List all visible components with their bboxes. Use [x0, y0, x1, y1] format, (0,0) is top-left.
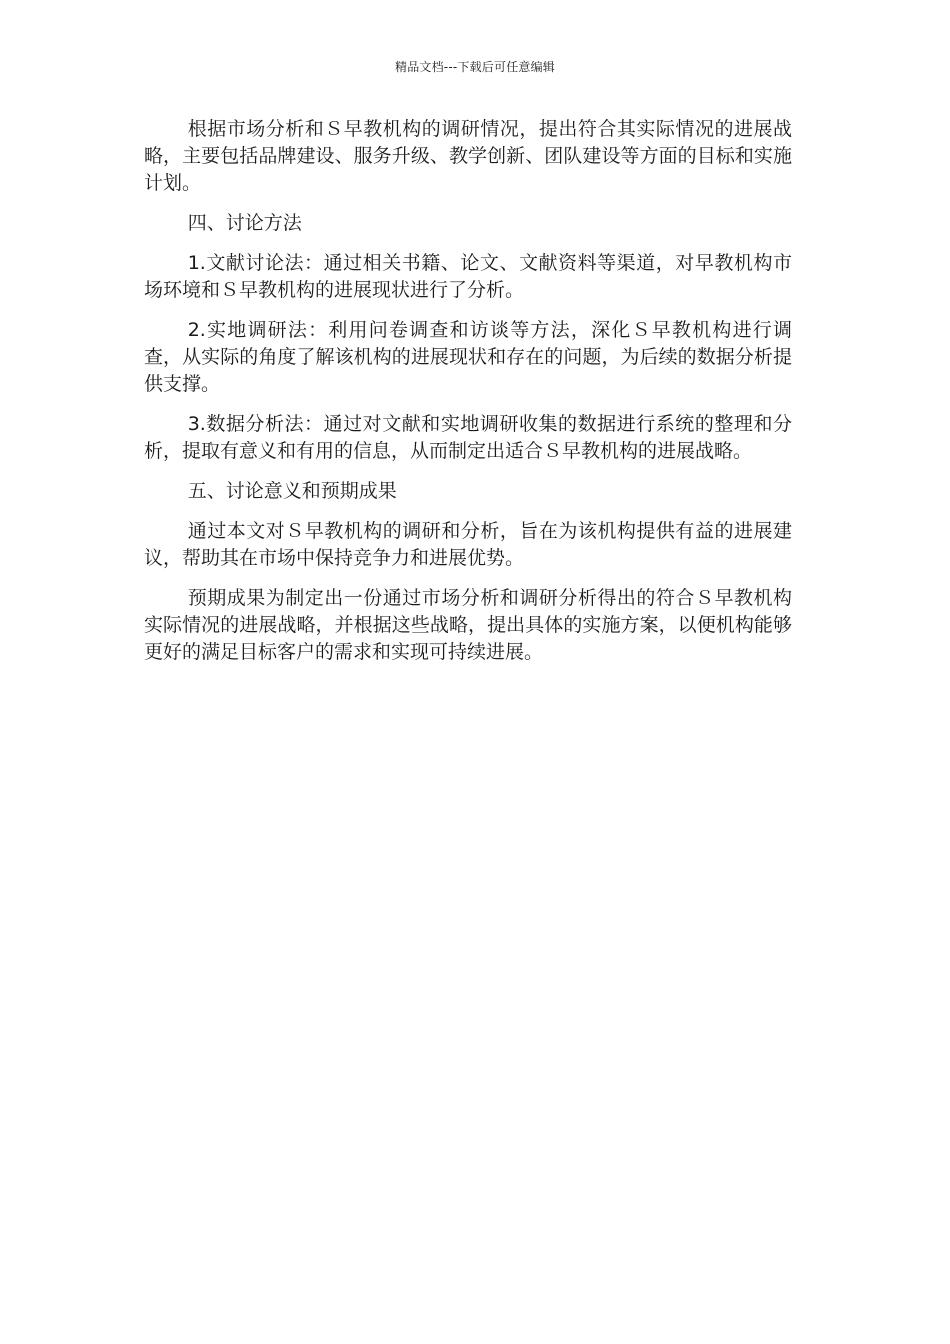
- section-heading-methods: 四、讨论方法: [187, 212, 302, 234]
- list-item-field-research-method: 2.实地调研法：利用问卷调查和访谈等方法，深化Ｓ早教机构进行调查，从实际的角度了解该机构的进展现状和存在的问题，为后续的数据分析提供支撑。: [144, 319, 792, 395]
- paragraph-expected-results: 预期成果为制定出一份通过市场分析和调研分析得出的符合Ｓ早教机构实际情况的进展战略，并根据这些战略，提出具体的实施方案，以便机构能够更好的满足目标客户的需求和实现可持续进展。: [144, 587, 792, 663]
- document-body: [144, 116, 792, 679]
- paragraph-strategy-goals: 根据市场分析和Ｓ早教机构的调研情况，提出符合其实际情况的进展战略，主要包括品牌建设、服务升级、教学创新、团队建设等方面的目标和实施计划。: [144, 118, 792, 194]
- paragraph-significance: 通过本文对Ｓ早教机构的调研和分析，旨在为该机构提供有益的进展建议，帮助其在市场中保持竞争力和进展优势。: [144, 520, 792, 569]
- list-item-data-analysis-method: 3.数据分析法：通过对文献和实地调研收集的数据进行系统的整理和分析，提取有意义和有用的信息，从而制定出适合Ｓ早教机构的进展战略。: [144, 413, 792, 462]
- page-header: 精品文档---下载后可任意编辑: [395, 60, 555, 74]
- section-heading-significance: 五、讨论意义和预期成果: [187, 480, 397, 502]
- list-item-literature-method: 1.文献讨论法：通过相关书籍、论文、文献资料等渠道，对早教机构市场环境和Ｓ早教机构的进展现状进行了分析。: [144, 252, 792, 301]
